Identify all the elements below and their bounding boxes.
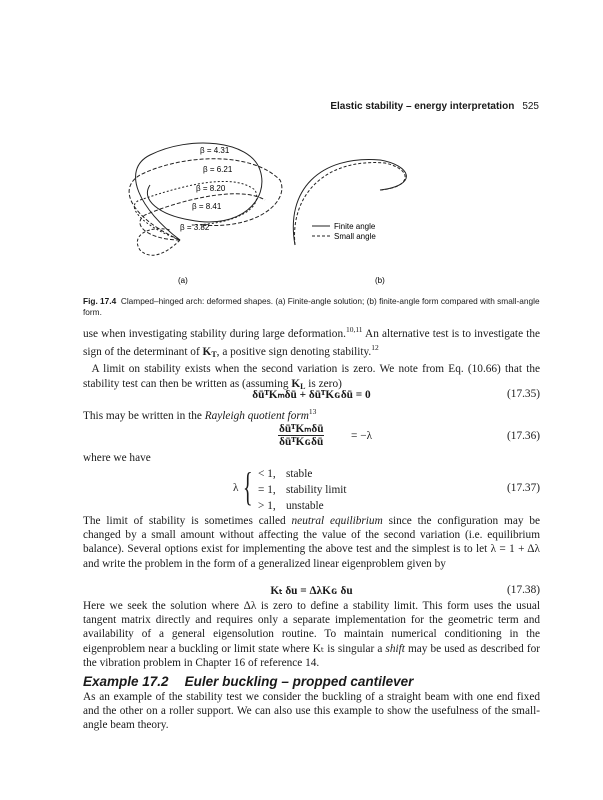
beta-label: β = 8.41 (192, 202, 222, 211)
panel-a-curves (129, 143, 282, 255)
running-header (330, 101, 539, 112)
paragraph: As an example of the stability test we consider the buckling of a straight beam with one end fixed and the other on a roller support. We can also use this example to show the usefulness of the small-angle beam theory. (83, 691, 540, 732)
legend-finite: Finite angle (334, 222, 376, 231)
figure-caption (83, 296, 540, 318)
beta-label: β = 8.20 (196, 184, 226, 193)
beta-label: β = 3.82 (180, 223, 210, 232)
paragraph: The limit of stability is sometimes called neutral equilibrium since the configuration may be changed by a small amount without affecting the value of the second variation (i.e. equilibrium balance). Several options exist for implementing the above test and the simplest is to let λ = 1 + Δλ and write the problem in the form of a generalized linear eigenproblem given by (83, 515, 541, 570)
figure-17-4 (80, 130, 460, 290)
legend-small: Small angle (334, 232, 376, 241)
page-number: 525 (522, 101, 539, 112)
beta-label: β = 4.31 (200, 146, 230, 155)
running-title: Elastic stability – energy interpretation (330, 101, 515, 112)
caption-label: Fig. 17.4 (83, 296, 117, 306)
beta-label: β = 6.21 (203, 165, 233, 174)
equation-17-36: δūᵀKₘδū δūᵀKɢδū = −λ (17.36) (279, 423, 540, 448)
caption-text: Clamped–hinged arch: deformed shapes. (a) Finite-angle solution; (b) finite-angle form compared with small-angle form. (83, 296, 540, 317)
paragraph: Here we seek the solution where Δλ is zero to define a stability limit. This form uses the usual tangent matrix directly and requires only a separate implementation for the geometric term and availability of a general eigensolution routine. To maintain numerical conditioning in the eigenproblem near a buckling or limit state where Kₜ is singular a shift may be used as described for the vibration problem in Chapter 16 of reference 14. (83, 600, 540, 669)
paragraph: use when investigating stability during large deformation.$^{10,11}$ An alternative test is to investigate the sign of the determinant of $K_T$, a positive sign denoting stability.$^{12}$ A limit on stability exists when the second variation is zero. We note from Eq. (10.66) that the stability test can then be written as (assuming $K_L$ is zero) (83, 325, 541, 391)
example-heading: Example 17.2 Euler buckling – propped cantilever (83, 674, 414, 689)
panel-a-label: (a) (178, 276, 188, 285)
legend (312, 222, 376, 241)
paragraph: where we have (83, 452, 151, 464)
document-page: Elastic stability – energy interpretation 525 β = 4.31 β = 6.21 β = 8.20 β = 8.41 β = 3.82 Finite angle Small angle (a) (b) Fig. 17.4 Clamped–hinged arch: deformed shapes. (a) Finite-angle solution; (b) finite-angle form compared with small-angle form. use when investigating stability during large deformation.$^{10,11}$ An alternative test is to investigate the sign of the determinant of $K_T$, a positive sign denoting stability.$^{12}$ A limit on stability exists when the second variation is zero. We note from Eq. (10.66) that the stability test can then be written as (assuming $K_L$ is zero) δūᵀKₘδū + δūᵀKɢδū = 0 (17.35) This may be written in the Rayleigh quotient form$^{13}$ δūᵀKₘδū δūᵀKɢδū = −λ (17.36) where we have λ { < 1, stable = 1, stability limit > 1, unstable (17.37) The limit of stability is sometimes called neutral equilibrium since the configuration may be changed by a small amount without affecting the value of the second variation (i.e. equilibrium balance). Several options exist for implementing the above test and the simplest is to let λ = 1 + Δλ and write the problem in the form of a generalized linear eigenproblem given by Kₜ δu = ΔλKɢ δu (17.38) Here we seek the solution where Δλ is zero to define a stability limit. This form uses the usual tangent matrix directly and requires only a separate implementation for the geometric term and availability of a general eigensolution routine. To maintain numerical conditioning in the eigenproblem near a buckling or limit state where Kₜ is singular a shift may be used as described for the vibration problem in Chapter 16 of reference 14. Example 17.2 Euler buckling – propped cantilever As an example of the stability test we consider the buckling of a straight beam with one end fixed and the other on a roller support. We can also use this example to show the usefulness of the small-angle beam theory. (0, 0, 603, 800)
equation-17-37: λ { < 1, stable = 1, stability limit > 1, unstable (17.37) (233, 464, 540, 512)
paragraph: This may be written in the Rayleigh quotient form$^{13}$ (83, 407, 317, 422)
panel-b-label: (b) (375, 276, 385, 285)
